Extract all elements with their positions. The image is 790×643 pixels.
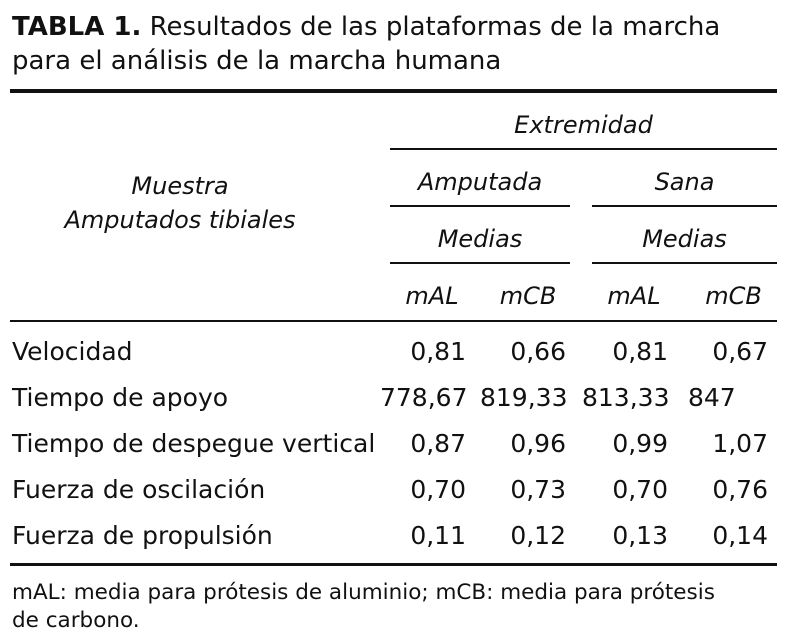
table-cell: 0,66 xyxy=(510,337,566,366)
table-cell: 819,33 xyxy=(480,383,568,412)
table-cell: 0,73 xyxy=(510,475,566,504)
subgroup-rule-sana xyxy=(592,205,777,207)
bottom-rule xyxy=(10,563,777,566)
means-rule-amputada xyxy=(390,262,570,264)
table-title-line2: para el análisis de la marcha humana xyxy=(12,46,502,76)
col-header: mAL xyxy=(405,282,459,310)
table-cell: 0,11 xyxy=(410,521,466,550)
subgroup-sana: Sana xyxy=(654,168,715,196)
sample-header-line1: Muestra xyxy=(131,172,229,200)
means-rule-sana xyxy=(592,262,777,264)
table-cell: 813,33 xyxy=(582,383,670,412)
table-cell: 778,67 xyxy=(380,383,468,412)
table-cell: 0,14 xyxy=(712,521,768,550)
header-rule xyxy=(10,320,777,322)
sample-header-line2: Amputados tibiales xyxy=(64,206,296,234)
table-cell: 0,70 xyxy=(612,475,668,504)
means-header-amputada: Medias xyxy=(437,225,523,253)
col-header: mAL xyxy=(607,282,661,310)
table-cell: 0,96 xyxy=(510,429,566,458)
footnote-line2: de carbono. xyxy=(12,608,140,633)
footnote-line1: mAL: media para prótesis de aluminio; mCB: media para prótesis xyxy=(12,580,715,605)
col-header: mCB xyxy=(705,282,762,310)
row-label: Fuerza de propulsión xyxy=(12,521,273,550)
table-title-line1: Resultados de las plataformas de la marcha xyxy=(149,12,721,42)
row-label: Tiempo de despegue vertical xyxy=(12,429,376,458)
table-cell: 0,99 xyxy=(612,429,668,458)
table-cell: 0,70 xyxy=(410,475,466,504)
table-cell: 0,87 xyxy=(410,429,466,458)
col-header: mCB xyxy=(499,282,557,310)
table-cell: 1,07 xyxy=(712,429,768,458)
row-label: Fuerza de oscilación xyxy=(12,475,266,504)
table-cell: 0,76 xyxy=(712,475,768,504)
group-header: Extremidad xyxy=(514,111,653,139)
subgroup-amputada: Amputada xyxy=(417,168,543,196)
subgroup-rule-amputada xyxy=(390,205,570,207)
table-cell: 847 xyxy=(688,383,736,412)
row-label: Velocidad xyxy=(12,337,133,366)
table-cell: 0,12 xyxy=(510,521,566,550)
table-title xyxy=(12,10,720,44)
table-cell: 0,13 xyxy=(612,521,668,550)
row-label: Tiempo de apoyo xyxy=(12,383,229,412)
means-header-sana: Medias xyxy=(642,225,727,253)
table-cell: 0,81 xyxy=(410,337,466,366)
table-cell: 0,81 xyxy=(612,337,668,366)
table-label: TABLA 1. xyxy=(12,12,142,42)
table-cell: 0,67 xyxy=(712,337,768,366)
top-rule xyxy=(10,89,777,93)
group-rule xyxy=(390,148,777,150)
